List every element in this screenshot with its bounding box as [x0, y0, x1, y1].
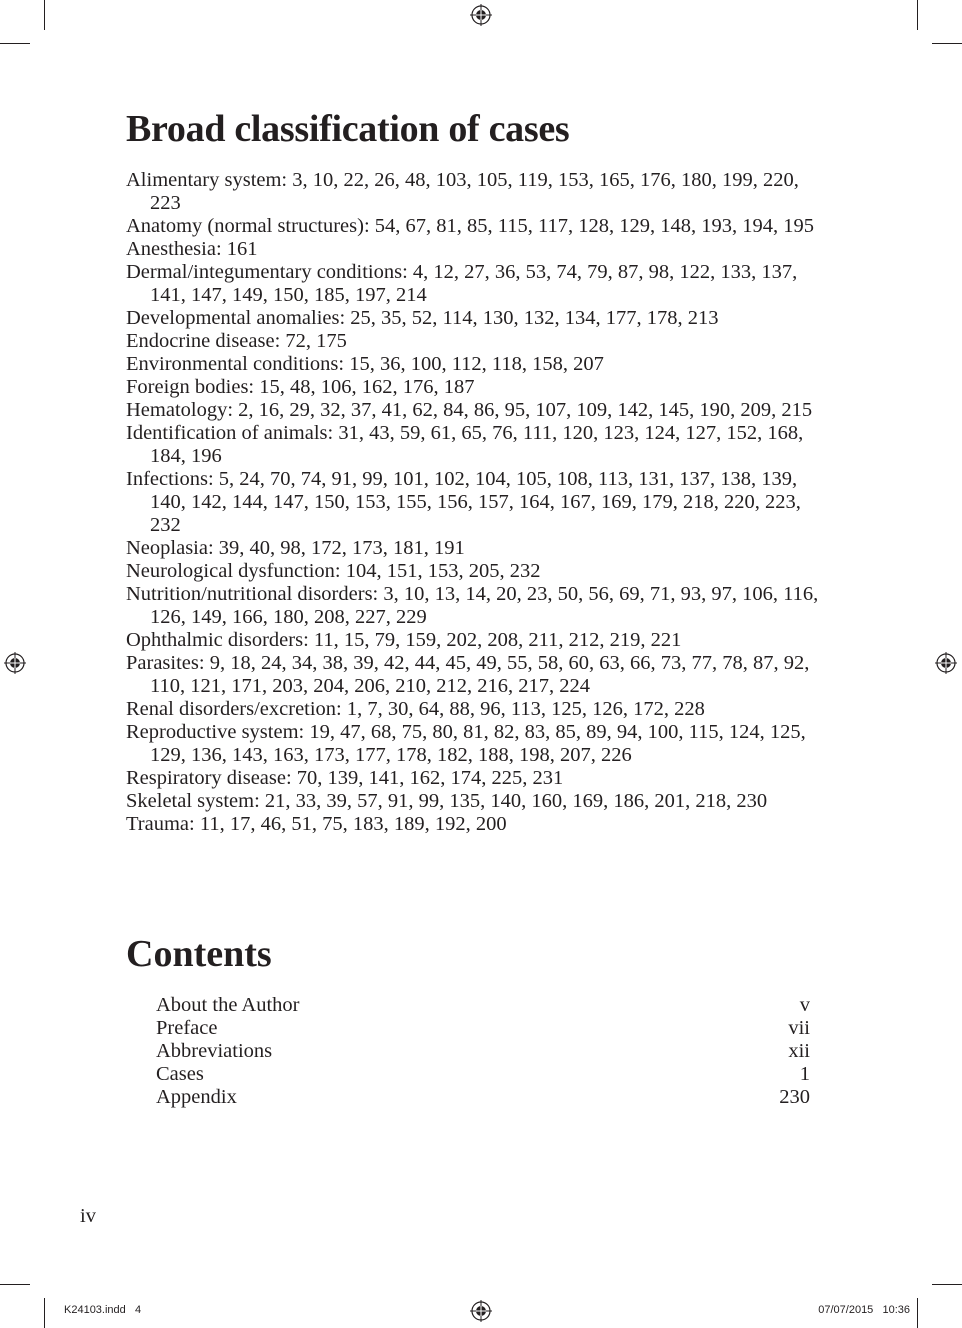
contents-item-title: Appendix: [156, 1086, 237, 1108]
classification-entry: Foreign bodies: 15, 48, 106, 162, 176, 187: [126, 376, 475, 398]
classification-entry: Skeletal system: 21, 33, 39, 57, 91, 99, 135, 140, 160, 169, 186, 201, 218, 230: [126, 790, 768, 812]
classification-entry: Trauma: 11, 17, 46, 51, 75, 183, 189, 192, 200: [126, 813, 507, 835]
contents-item-page: 230: [779, 1086, 810, 1108]
crop-mark-top-right-vertical: [917, 0, 918, 30]
contents-row: [156, 1063, 810, 1086]
crop-mark-bottom-right-horizontal: [932, 1284, 962, 1285]
contents-row: [156, 994, 810, 1017]
crop-mark-top-left-horizontal: [0, 43, 30, 44]
classification-entry: Anesthesia: 161: [126, 238, 258, 260]
classification-heading: Broad classification of cases: [126, 108, 570, 150]
contents-row: [156, 1017, 810, 1040]
classification-entry: Endocrine disease: 72, 175: [126, 330, 347, 352]
classification-entry: Renal disorders/excretion: 1, 7, 30, 64, 88, 96, 113, 125, 126, 172, 228: [126, 698, 705, 720]
classification-entry: Parasites: 9, 18, 24, 34, 38, 39, 42, 44, 45, 49, 55, 58, 60, 63, 66, 73, 77, 78, 87, 92, 110, 121, 171, 203, 204, 206, 210, 212, 216, 217, 224: [126, 652, 810, 697]
registration-target-icon: [4, 652, 26, 674]
classification-entry: Nutrition/nutritional disorders: 3, 10, 13, 14, 20, 23, 50, 56, 69, 71, 93, 97, 106, 116, 126, 149, 166, 180, 208, 227, 229: [126, 583, 819, 628]
classification-entry: Ophthalmic disorders: 11, 15, 79, 159, 202, 208, 211, 212, 219, 221: [126, 629, 682, 651]
contents-item-title: Preface: [156, 1017, 218, 1039]
classification-entry: Hematology: 2, 16, 29, 32, 37, 41, 62, 84, 86, 95, 107, 109, 142, 145, 190, 209, 215: [126, 399, 813, 421]
contents-item-title: About the Author: [156, 994, 300, 1016]
classification-entry: Environmental conditions: 15, 36, 100, 112, 118, 158, 207: [126, 353, 604, 375]
classification-entry: Neurological dysfunction: 104, 151, 153, 205, 232: [126, 560, 541, 582]
crop-mark-top-left-vertical: [44, 0, 45, 30]
classification-entry: Reproductive system: 19, 47, 68, 75, 80, 81, 82, 83, 85, 89, 94, 100, 115, 124, 125, 129, 136, 143, 163, 173, 177, 178, 182, 188, 198, 207, 226: [126, 721, 806, 766]
slug-timestamp: 07/07/2015 10:36: [818, 1304, 910, 1316]
registration-target-icon: [470, 1300, 492, 1322]
slug-file-name: K24103.indd 4: [64, 1304, 142, 1316]
classification-entry: Neoplasia: 39, 40, 98, 172, 173, 181, 191: [126, 537, 465, 559]
contents-item-title: Cases: [156, 1063, 204, 1085]
crop-mark-bottom-left-vertical: [44, 1298, 45, 1328]
crop-mark-bottom-left-horizontal: [0, 1284, 30, 1285]
crop-mark-top-right-horizontal: [932, 43, 962, 44]
contents-heading: Contents: [126, 933, 272, 975]
contents-item-page: 1: [799, 1063, 810, 1085]
registration-target-icon: [935, 652, 957, 674]
classification-entry: Alimentary system: 3, 10, 22, 26, 48, 103, 105, 119, 153, 165, 176, 180, 199, 220, 223: [126, 169, 799, 214]
crop-mark-bottom-right-vertical: [917, 1298, 918, 1328]
contents-item-page: v: [799, 994, 810, 1016]
registration-target-icon: [470, 4, 492, 26]
contents-item-page: xii: [788, 1040, 810, 1062]
contents-row: [156, 1086, 810, 1109]
contents-row: [156, 1040, 810, 1063]
classification-entry: Anatomy (normal structures): 54, 67, 81, 85, 115, 117, 128, 129, 148, 193, 194, 195: [126, 215, 815, 237]
classification-list: [126, 169, 831, 836]
classification-entry: Infections: 5, 24, 70, 74, 91, 99, 101, 102, 104, 105, 108, 113, 131, 137, 138, 139, 140, 142, 144, 147, 150, 153, 155, 156, 157, 164, 167, 169, 179, 218, 220, 223, 232: [126, 468, 801, 536]
contents-table: [156, 994, 810, 1109]
contents-item-title: Abbreviations: [156, 1040, 273, 1062]
classification-entry: Identification of animals: 31, 43, 59, 61, 65, 76, 111, 120, 123, 124, 127, 152, 168, 184, 196: [126, 422, 804, 467]
classification-entry: Respiratory disease: 70, 139, 141, 162, 174, 225, 231: [126, 767, 564, 789]
classification-entry: Developmental anomalies: 25, 35, 52, 114, 130, 132, 134, 177, 178, 213: [126, 307, 719, 329]
contents-item-page: vii: [788, 1017, 810, 1039]
page-folio: iv: [80, 1205, 96, 1227]
classification-entry: Dermal/integumentary conditions: 4, 12, 27, 36, 53, 74, 79, 87, 98, 122, 133, 137, 141, 147, 149, 150, 185, 197, 214: [126, 261, 798, 306]
